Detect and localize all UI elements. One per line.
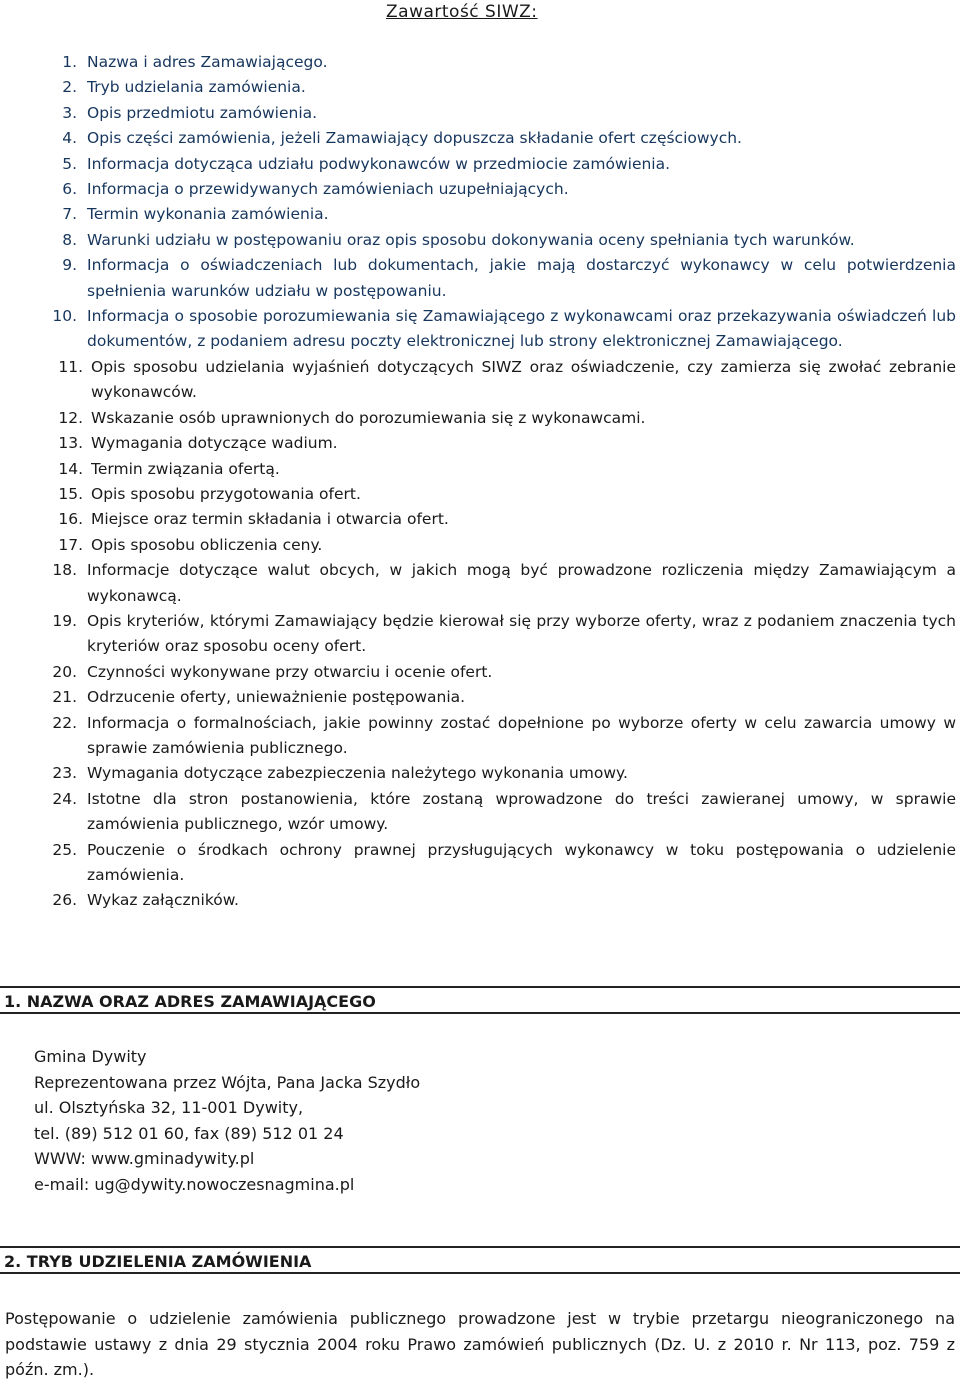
toc-text: Opis przedmiotu zamówienia. bbox=[87, 103, 318, 122]
toc-number: 13. bbox=[58, 434, 83, 453]
toc-item bbox=[0, 685, 960, 710]
toc-item bbox=[0, 253, 960, 304]
toc-number: 19. bbox=[52, 611, 77, 630]
toc-text: Informacja o formalnościach, jakie powinny zostać dopełnione po wyborze oferty w celu zawarcia umowy w sprawie zamówienia publicznego. bbox=[87, 713, 956, 757]
toc-text: Wymagania dotyczące wadium. bbox=[91, 434, 338, 453]
toc-item bbox=[0, 304, 960, 355]
toc-text: Termin związania ofertą. bbox=[91, 459, 280, 478]
toc-text: Nazwa i adres Zamawiającego. bbox=[87, 53, 328, 71]
toc-item bbox=[0, 126, 960, 151]
toc-number: 25. bbox=[52, 840, 77, 859]
toc-item bbox=[0, 660, 960, 685]
toc-number: 8. bbox=[62, 230, 77, 249]
toc-text: Opis kryteriów, którymi Zamawiający będzie kierował się przy wyborze oferty, wraz z podaniem znaczenia tych kryteriów oraz sposobu oceny ofert. bbox=[87, 611, 956, 656]
toc-text: Wskazanie osób uprawnionych do porozumiewania się z wykonawcami. bbox=[91, 408, 646, 427]
toc-number: 10. bbox=[52, 307, 77, 326]
toc-item bbox=[0, 202, 960, 227]
authority-website: WWW: www.gminadywity.pl bbox=[34, 1149, 255, 1169]
toc-number: 17. bbox=[58, 535, 83, 554]
toc-number: 21. bbox=[52, 688, 77, 707]
document-title: Zawartość SIWZ: bbox=[386, 2, 538, 22]
toc-item bbox=[0, 228, 960, 253]
toc-text: Czynności wykonywane przy otwarciu i ocenie ofert. bbox=[87, 662, 493, 681]
toc-number: 22. bbox=[52, 713, 77, 732]
toc-text: Informacja o przewidywanych zamówieniach uzupełniających. bbox=[87, 180, 569, 199]
toc-item bbox=[0, 838, 960, 889]
toc-number: 1. bbox=[62, 53, 77, 71]
toc-item bbox=[0, 457, 960, 482]
toc-number: 3. bbox=[62, 103, 77, 122]
toc-text: Informacja o oświadczeniach lub dokumentach, jakie mają dostarczyć wykonawcy w celu potwierdzenia spełnienia warunków udziału w postępowaniu. bbox=[87, 256, 956, 300]
toc-text: Warunki udziału w postępowaniu oraz opis sposobu dokonywania oceny spełniania tych warunków. bbox=[87, 230, 855, 249]
toc-text: Istotne dla stron postanowienia, które zostaną wprowadzone do treści zawieranej umowy, w sprawie zamówienia publicznego, wzór umowy. bbox=[87, 789, 956, 834]
toc-number: 16. bbox=[58, 510, 83, 529]
procedure-paragraph: Postępowanie o udzielenie zamówienia publicznego prowadzone jest w trybie przetargu nieograniczonego na podstawie ustawy z dnia 29 stycznia 2004 roku Prawo zamówień publicznych (Dz. U. z 2010 r. Nr 113, poz. 759 z późn. zm.). bbox=[5, 1309, 955, 1380]
toc-item bbox=[0, 355, 960, 406]
toc-item bbox=[0, 406, 960, 431]
toc-item bbox=[0, 761, 960, 786]
authority-address: ul. Olsztyńska 32, 11-001 Dywity, bbox=[34, 1098, 304, 1118]
toc-number: 4. bbox=[62, 129, 77, 148]
toc-number: 14. bbox=[58, 459, 83, 478]
toc-text: Informacja o sposobie porozumiewania się Zamawiającego z wykonawcami oraz przekazywania oświadczeń lub dokumentów, z podaniem adresu poczty elektronicznej lub strony elektronicznej Zamawiającego. bbox=[87, 307, 956, 351]
toc-item bbox=[0, 507, 960, 532]
toc-text: Miejsce oraz termin składania i otwarcia ofert. bbox=[91, 510, 449, 529]
toc-text: Informacja dotycząca udziału podwykonawców w przedmiocie zamówienia. bbox=[87, 154, 671, 173]
toc-item bbox=[0, 431, 960, 456]
toc-text: Tryb udzielania zamówienia. bbox=[87, 78, 306, 97]
toc-text: Informacje dotyczące walut obcych, w jakich mogą być prowadzone rozliczenia między Zamawiającym a wykonawcą. bbox=[87, 561, 956, 605]
toc-item bbox=[0, 711, 960, 762]
toc-text: Opis sposobu obliczenia ceny. bbox=[91, 535, 323, 554]
toc-text: Opis sposobu udzielania wyjaśnień dotyczących SIWZ oraz oświadczenie, czy zamierza się zwołać zebranie wykonawców. bbox=[91, 357, 956, 402]
toc-item bbox=[0, 787, 960, 838]
toc-number: 23. bbox=[52, 764, 77, 783]
section-heading-contracting-authority: 1. NAZWA ORAZ ADRES ZAMAWIAJĄCEGO bbox=[0, 986, 960, 1014]
toc-text: Opis części zamówienia, jeżeli Zamawiający dopuszcza składanie ofert częściowych. bbox=[87, 129, 742, 148]
toc-number: 24. bbox=[52, 789, 77, 808]
toc-number: 18. bbox=[52, 561, 77, 580]
toc-item bbox=[0, 609, 960, 660]
toc-item bbox=[0, 152, 960, 177]
toc-number: 11. bbox=[58, 357, 83, 376]
toc-number: 15. bbox=[58, 484, 83, 503]
toc-item bbox=[0, 888, 960, 913]
toc-number: 12. bbox=[58, 408, 83, 427]
toc-number: 5. bbox=[62, 154, 77, 173]
toc-number: 20. bbox=[52, 662, 77, 681]
contracting-authority-details bbox=[34, 1044, 420, 1198]
toc-item bbox=[0, 558, 960, 609]
toc-item bbox=[0, 50, 960, 75]
toc-item bbox=[0, 75, 960, 100]
toc-text: Odrzucenie oferty, unieważnienie postępowania. bbox=[87, 688, 466, 707]
toc-text: Opis sposobu przygotowania ofert. bbox=[91, 484, 361, 503]
toc-number: 6. bbox=[62, 180, 77, 199]
toc-text: Termin wykonania zamówienia. bbox=[87, 205, 329, 224]
toc-number: 9. bbox=[62, 256, 77, 275]
toc-item bbox=[0, 482, 960, 507]
table-of-contents bbox=[0, 50, 960, 914]
toc-item bbox=[0, 177, 960, 202]
authority-name: Gmina Dywity bbox=[34, 1047, 147, 1066]
section-heading-procedure: 2. TRYB UDZIELENIA ZAMÓWIENIA bbox=[0, 1246, 960, 1274]
toc-number: 7. bbox=[62, 205, 77, 224]
toc-number: 2. bbox=[62, 78, 77, 97]
toc-item bbox=[0, 533, 960, 558]
authority-phone-fax: tel. (89) 512 01 60, fax (89) 512 01 24 bbox=[34, 1123, 344, 1143]
toc-item bbox=[0, 101, 960, 126]
authority-representative: Reprezentowana przez Wójta, Pana Jacka Szydło bbox=[34, 1072, 421, 1092]
toc-text: Wykaz załączników. bbox=[87, 891, 239, 910]
toc-text: Pouczenie o środkach ochrony prawnej przysługujących wykonawcy w toku postępowania o udzielenie zamówienia. bbox=[87, 840, 956, 884]
toc-number: 26. bbox=[52, 891, 77, 910]
authority-email: e-mail: ug@dywity.nowoczesnagmina.pl bbox=[34, 1174, 355, 1194]
toc-text: Wymagania dotyczące zabezpieczenia należytego wykonania umowy. bbox=[87, 764, 628, 783]
